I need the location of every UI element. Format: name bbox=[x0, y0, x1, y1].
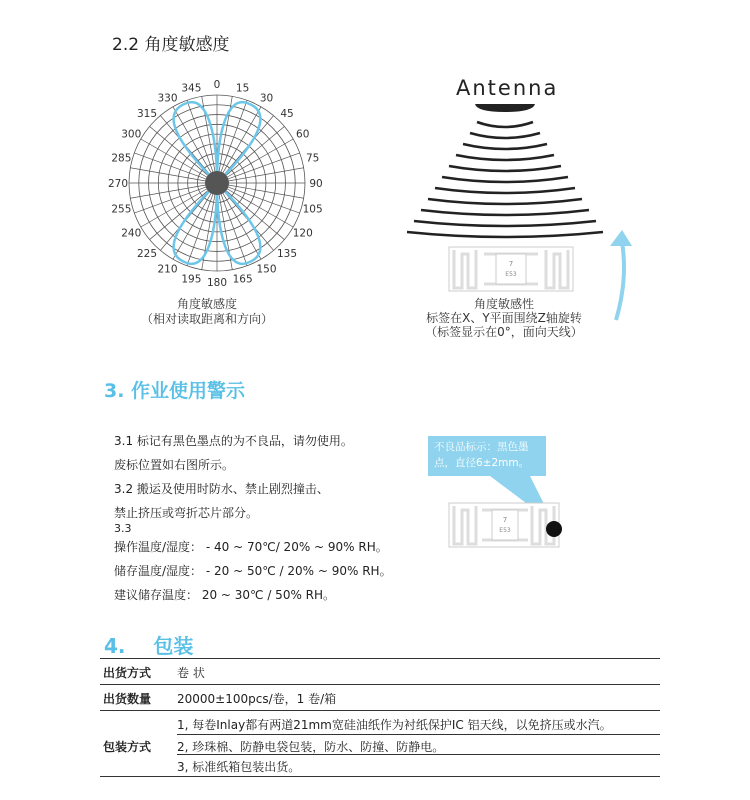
angle-label: 225 bbox=[136, 248, 158, 261]
angle-label: 120 bbox=[292, 227, 313, 240]
antenna-shape bbox=[475, 104, 535, 112]
defect-ink-dot bbox=[546, 521, 562, 537]
wave-arcs bbox=[407, 122, 603, 237]
tag-caption-line3: （标签显示在0°，面向天线） bbox=[425, 325, 583, 339]
wave-arc bbox=[435, 188, 575, 193]
antenna-wave-diagram bbox=[420, 98, 590, 248]
angle-label: 300 bbox=[121, 128, 142, 141]
wave-arc bbox=[449, 166, 561, 171]
grid-spoke bbox=[226, 139, 294, 178]
wave-arc bbox=[477, 122, 533, 127]
angle-label: 0 bbox=[213, 79, 221, 91]
angle-label: 180 bbox=[206, 277, 228, 289]
antenna-label: Antenna bbox=[456, 76, 559, 100]
angle-label: 45 bbox=[280, 107, 294, 120]
polar-caption-line1: 角度敏感度 bbox=[176, 297, 237, 311]
table-rule bbox=[177, 754, 660, 755]
section-title-angle-sensitivity: 2.2 角度敏感度 bbox=[112, 35, 230, 55]
grid-spoke bbox=[173, 107, 212, 175]
section-title-usage-warnings: 3. 作业使用警示 bbox=[104, 380, 246, 402]
angle-label: 165 bbox=[232, 273, 253, 286]
storage-temp: 储存温度/湿度： - 20 ~ 50℃ / 20% ~ 90% RH。 bbox=[114, 564, 392, 578]
wave-arc bbox=[428, 199, 582, 204]
angle-label: 30 bbox=[259, 92, 274, 105]
angle-label: 285 bbox=[111, 152, 132, 165]
angle-label: 150 bbox=[256, 263, 277, 276]
angle-label: 210 bbox=[157, 263, 178, 276]
angle-label: 135 bbox=[276, 248, 298, 261]
polar-chart bbox=[107, 78, 323, 289]
wave-arc bbox=[456, 155, 554, 160]
angle-label: 105 bbox=[302, 203, 323, 216]
shipping-method-label: 出货方式 bbox=[103, 666, 152, 680]
defect-tag-image bbox=[448, 500, 574, 550]
angle-label: 240 bbox=[121, 227, 142, 240]
angle-label: 75 bbox=[305, 152, 320, 165]
wave-arc bbox=[421, 210, 589, 215]
angle-label: 90 bbox=[309, 178, 323, 190]
operating-temp: 操作温度/湿度： - 40 ~ 70℃/ 20% ~ 90% RH。 bbox=[114, 540, 388, 554]
angle-label: 60 bbox=[296, 128, 310, 141]
angle-label: 330 bbox=[157, 92, 178, 105]
polar-caption-line2: （相对读取距离和方向） bbox=[140, 312, 273, 326]
packing-line-2: 2, 珍珠棉、防静电袋包装，防水、防撞、防静电。 bbox=[177, 740, 445, 754]
recommended-storage-temp: 建议储存温度： 20 ~ 30℃ / 50% RH。 bbox=[114, 588, 336, 602]
packing-method-label: 包装方式 bbox=[103, 740, 152, 754]
defect-callout: 不良品标示：黑色墨点，直径6±2mm。 bbox=[428, 436, 546, 476]
tag-caption-line2: 标签在X、Y平面围绕Z轴旋转 bbox=[426, 311, 582, 325]
rfid-tag-image bbox=[448, 246, 574, 292]
table-rule bbox=[100, 684, 660, 685]
shipping-method-value: 卷 状 bbox=[177, 666, 205, 680]
warning-line-4: 禁止挤压或弯折芯片部分。 bbox=[114, 506, 259, 520]
packing-line-3: 3, 标准纸箱包装出货。 bbox=[177, 760, 301, 774]
grid-spoke bbox=[222, 192, 261, 260]
chip-text-2: E53 bbox=[505, 271, 517, 278]
wave-arc bbox=[414, 221, 596, 226]
warning-line-3: 3.2 搬运及使用时防水、禁止剧烈撞击、 bbox=[114, 482, 329, 496]
angle-label: 315 bbox=[136, 107, 158, 120]
table-rule-top bbox=[100, 658, 660, 659]
packing-line-1: 1, 每卷Inlay都有两道21mm宽硅油纸作为衬纸保护IC 铝天线，以免挤压或水汽。 bbox=[177, 718, 612, 732]
wave-arc bbox=[442, 177, 568, 182]
grid-spoke bbox=[227, 185, 304, 199]
angle-label: 270 bbox=[107, 178, 129, 190]
warning-line-1: 3.1 标记有黑色墨点的为不良品，请勿使用。 bbox=[114, 434, 353, 448]
angle-label: 345 bbox=[181, 82, 202, 95]
wave-arc bbox=[463, 144, 547, 149]
grid-spoke bbox=[226, 188, 294, 227]
angle-label: 195 bbox=[181, 273, 202, 286]
shipping-quantity-value: 20000±100pcs/卷，1 卷/箱 bbox=[177, 692, 337, 706]
wave-arc bbox=[407, 232, 603, 237]
shipping-quantity-label: 出货数量 bbox=[103, 692, 152, 706]
table-rule bbox=[100, 710, 660, 711]
grid-spoke bbox=[141, 188, 209, 227]
chip-text-1: 7 bbox=[508, 260, 514, 268]
polar-caption bbox=[127, 297, 287, 327]
section-title-packaging: 4. 包装 bbox=[104, 634, 194, 658]
warning-line-2: 废标位置如右图所示。 bbox=[114, 458, 235, 472]
warning-line-5: 3.3 bbox=[114, 522, 132, 535]
wave-arc bbox=[470, 133, 540, 138]
grid-spoke bbox=[141, 139, 209, 178]
defect-chip-text-1: 7 bbox=[502, 516, 508, 524]
center-disc bbox=[205, 171, 229, 195]
grid-spoke bbox=[227, 168, 304, 182]
defect-chip-text-2: E53 bbox=[499, 527, 511, 534]
grid-spoke bbox=[130, 185, 207, 199]
tag-caption bbox=[414, 297, 594, 339]
grid-spoke bbox=[173, 192, 212, 260]
table-rule-bottom bbox=[100, 776, 660, 777]
rotation-arrow-icon bbox=[598, 224, 638, 324]
grid-spoke bbox=[130, 168, 207, 182]
angle-label: 15 bbox=[235, 82, 250, 95]
tag-caption-line1: 角度敏感性 bbox=[473, 297, 534, 311]
angle-label: 255 bbox=[111, 203, 132, 216]
grid-spoke bbox=[222, 107, 261, 175]
table-rule bbox=[177, 734, 660, 735]
